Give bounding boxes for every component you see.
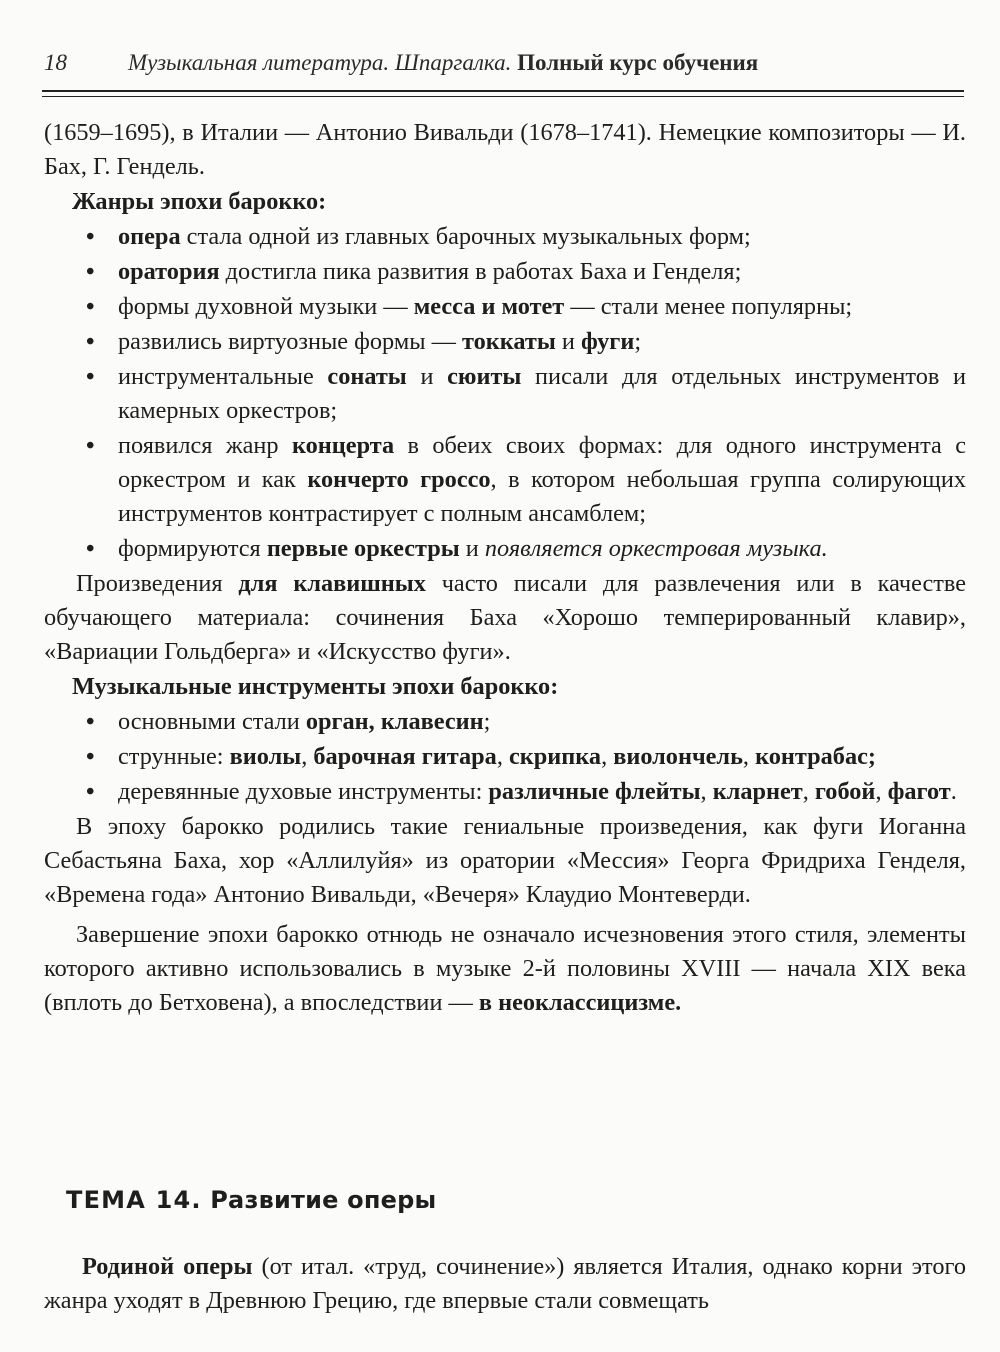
genres-heading: Жанры эпохи барокко:	[72, 188, 327, 215]
list-item	[44, 360, 966, 428]
term: сюиты	[447, 363, 522, 390]
term: различные флейты	[488, 778, 701, 805]
list-item	[44, 255, 966, 289]
text: — стали менее популярны;	[564, 293, 853, 320]
list-item	[44, 705, 966, 739]
text: и	[555, 328, 581, 355]
text: основными стали	[118, 708, 306, 735]
text: стала одной из главных барочных музыкальных форм;	[180, 223, 751, 250]
list-item	[44, 532, 966, 566]
header-rule-thin	[42, 96, 964, 97]
list-item	[44, 290, 966, 324]
term: фагот	[887, 778, 951, 805]
text: ;	[634, 328, 642, 355]
text: (от итал. «труд, сочинение») является Италия, однако корни этого жанра уходят в Древнюю Грецию, где впервые стали совмещать	[44, 1253, 966, 1314]
opera-text	[44, 1250, 966, 1318]
text: струнные:	[118, 743, 230, 770]
text: появился жанр	[118, 432, 292, 459]
text: писали для отдельных инструментов и камерных оркестров;	[118, 363, 966, 424]
term: кончерто гроссо	[307, 466, 491, 493]
term: токкаты	[461, 328, 556, 355]
term: барочная гитара	[313, 743, 497, 770]
topic-title: Развитие оперы	[210, 1186, 437, 1214]
text: .	[950, 778, 957, 805]
term: концерта	[291, 432, 395, 459]
keyboard-paragraph	[44, 567, 966, 669]
text: ,	[742, 743, 756, 770]
text: и	[406, 363, 448, 390]
text: , в котором небольшая группа солирующих инструментов контрастирует с полным ансамблем;	[118, 466, 966, 527]
opera-paragraph	[44, 1250, 966, 1318]
text: формы духовной музыки —	[118, 293, 414, 320]
term: для клавишных	[238, 570, 426, 597]
list-item	[44, 325, 966, 359]
term: Родиной оперы	[82, 1253, 253, 1280]
emphasis: появляется оркестровая музыка.	[484, 535, 828, 562]
term: кларнет	[712, 778, 803, 805]
term: первые оркестры	[266, 535, 460, 562]
intro-paragraph: (1659–1695), в Италии — Антонио Вивальди (1678–1741). Немецкие композиторы — И. Бах, Г. Гендель.	[44, 119, 966, 180]
list-item	[44, 429, 966, 531]
text: Завершение эпохи барокко отнюдь не означало исчезновения этого стиля, элементы которого активно использовались в музыке 2-й половины XVIII — начала XIX века (вплоть до Бетховена), а впоследствии —	[44, 921, 966, 1016]
instruments-list	[44, 705, 966, 809]
text: и	[459, 535, 485, 562]
main-text	[44, 116, 966, 1020]
topic-number: ТЕМА 14.	[66, 1186, 202, 1214]
text: деревянные духовые инструменты:	[118, 778, 489, 805]
term: виолы	[229, 743, 302, 770]
text: ,	[301, 743, 314, 770]
text: Произведения	[76, 570, 239, 597]
text: ,	[802, 778, 815, 805]
text: достигла пика развития в работах Баха и Генделя;	[219, 258, 742, 285]
masterpieces-paragraph: В эпоху барокко родились такие гениальные произведения, как фуги Иоганна Себастьяна Баха, хор «Аллилуйя» из оратории «Мессия» Георга Фридриха Генделя, «Времена года» Антонио Вивальди, «Вечеря» Клаудио Монтеверди.	[44, 813, 966, 908]
text: ,	[875, 778, 888, 805]
text: формируются	[118, 535, 267, 562]
term: гобой	[814, 778, 876, 805]
book-title	[128, 50, 758, 76]
text: ;	[483, 708, 491, 735]
term: орган, клавесин	[305, 708, 484, 735]
topic-heading	[66, 1186, 436, 1214]
conclusion-paragraph	[44, 918, 966, 1020]
list-item	[44, 220, 966, 254]
page-number: 18	[44, 50, 67, 75]
book-series: Музыкальная литература. Шпаргалка.	[128, 50, 512, 75]
text: ,	[496, 743, 509, 770]
instruments-heading: Музыкальные инструменты эпохи барокко:	[72, 673, 559, 700]
term: скрипка	[508, 743, 602, 770]
term: виолончель	[613, 743, 743, 770]
list-item	[44, 775, 966, 809]
text: инструментальные	[118, 363, 328, 390]
term: опера	[118, 223, 181, 250]
term: фуги	[580, 328, 635, 355]
list-item	[44, 740, 966, 774]
term: сонаты	[327, 363, 407, 390]
text: ,	[700, 778, 713, 805]
text: в обеих своих формах: для одного инструмента с оркестром и как	[118, 432, 966, 493]
text: развились виртуозные формы —	[118, 328, 462, 355]
genres-list	[44, 220, 966, 566]
term: в неоклассицизме.	[478, 989, 682, 1016]
text: часто писали для развлечения или в качестве обучающего материала: сочинения Баха «Хорошо темперированный клавир», «Вариации Гольдберга» и «Искусство фуги».	[44, 570, 967, 665]
term: контрабас;	[755, 743, 876, 770]
book-subtitle: Полный курс обучения	[517, 50, 759, 75]
term: оратория	[118, 258, 220, 285]
text: ,	[601, 743, 614, 770]
term: месса и мотет	[413, 293, 565, 320]
header-rule-thick	[42, 90, 964, 92]
